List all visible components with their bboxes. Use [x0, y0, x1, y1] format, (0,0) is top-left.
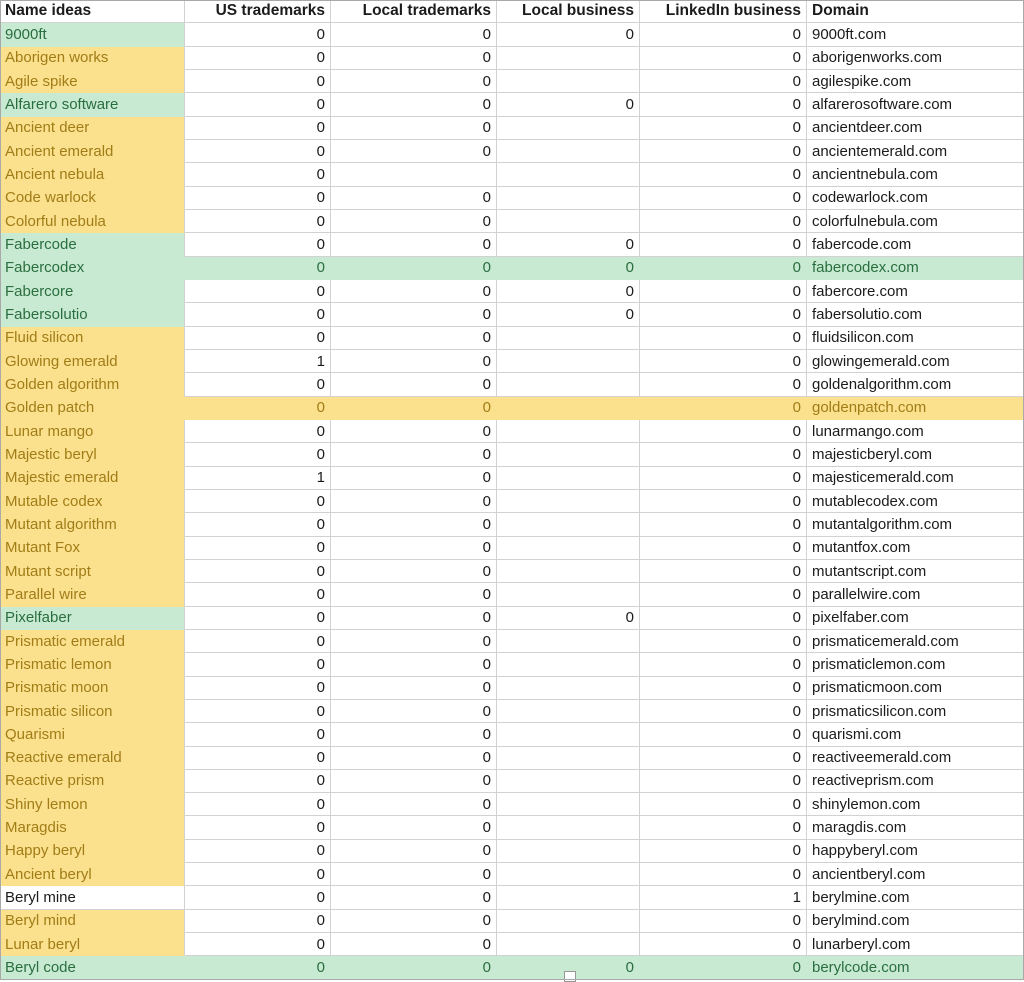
name-cell[interactable]: Pixelfaber: [0, 607, 185, 630]
table-row: [0, 443, 1024, 466]
local-trademarks-cell[interactable]: 0: [331, 233, 497, 256]
us-trademarks-cell[interactable]: 1: [185, 467, 331, 490]
local-trademarks-cell[interactable]: 0: [331, 816, 497, 839]
local-trademarks-cell[interactable]: 0: [331, 956, 497, 979]
linkedin-business-cell[interactable]: 0: [640, 560, 807, 583]
local-business-cell[interactable]: [497, 677, 640, 700]
local-trademarks-cell[interactable]: 0: [331, 653, 497, 676]
name-cell[interactable]: Ancient beryl: [0, 863, 185, 886]
table-row: [0, 420, 1024, 443]
local-business-cell[interactable]: [497, 816, 640, 839]
name-cell[interactable]: 9000ft: [0, 23, 185, 46]
local-business-cell[interactable]: [497, 583, 640, 606]
name-cell[interactable]: Fabercore: [0, 280, 185, 303]
us-trademarks-cell[interactable]: 0: [185, 210, 331, 233]
local-trademarks-cell[interactable]: 0: [331, 723, 497, 746]
domain-cell[interactable]: reactiveemerald.com: [807, 747, 1024, 770]
domain-cell[interactable]: berylcode.com: [807, 956, 1024, 979]
table-row: [0, 47, 1024, 70]
local-trademarks-cell[interactable]: 0: [331, 373, 497, 396]
domain-cell[interactable]: fabercore.com: [807, 280, 1024, 303]
local-business-cell[interactable]: 0: [497, 257, 640, 280]
domain-cell[interactable]: prismaticemerald.com: [807, 630, 1024, 653]
local-business-cell[interactable]: [497, 490, 640, 513]
us-trademarks-cell[interactable]: 0: [185, 443, 331, 466]
us-trademarks-cell[interactable]: 0: [185, 956, 331, 979]
local-business-cell[interactable]: 0: [497, 956, 640, 979]
us-trademarks-cell[interactable]: 0: [185, 303, 331, 326]
name-cell[interactable]: Fabercode: [0, 233, 185, 256]
domain-cell[interactable]: fluidsilicon.com: [807, 327, 1024, 350]
table-row: [0, 700, 1024, 723]
name-cell[interactable]: Fabercodex: [0, 257, 185, 280]
table-row: [0, 653, 1024, 676]
local-business-cell[interactable]: [497, 420, 640, 443]
local-business-cell[interactable]: 0: [497, 607, 640, 630]
linkedin-business-cell[interactable]: 0: [640, 840, 807, 863]
name-cell[interactable]: Alfarero software: [0, 93, 185, 116]
linkedin-business-cell[interactable]: 0: [640, 816, 807, 839]
local-business-cell[interactable]: [497, 630, 640, 653]
domain-cell[interactable]: prismaticsilicon.com: [807, 700, 1024, 723]
domain-cell[interactable]: ancientemerald.com: [807, 140, 1024, 163]
linkedin-business-cell[interactable]: 0: [640, 257, 807, 280]
local-trademarks-cell[interactable]: 0: [331, 350, 497, 373]
us-trademarks-cell[interactable]: 0: [185, 257, 331, 280]
linkedin-business-cell[interactable]: 0: [640, 630, 807, 653]
linkedin-business-cell[interactable]: 0: [640, 490, 807, 513]
name-cell[interactable]: Beryl mine: [0, 886, 185, 909]
domain-cell[interactable]: fabersolutio.com: [807, 303, 1024, 326]
local-trademarks-cell[interactable]: 0: [331, 47, 497, 70]
local-trademarks-cell[interactable]: 0: [331, 280, 497, 303]
local-business-cell[interactable]: 0: [497, 93, 640, 116]
table-row: [0, 233, 1024, 256]
us-trademarks-cell[interactable]: 0: [185, 233, 331, 256]
table-row: [0, 70, 1024, 93]
local-business-cell[interactable]: [497, 163, 640, 186]
linkedin-business-cell[interactable]: 0: [640, 93, 807, 116]
local-trademarks-cell[interactable]: 0: [331, 140, 497, 163]
column-header-local-business[interactable]: Local business: [497, 0, 640, 23]
local-business-cell[interactable]: [497, 350, 640, 373]
us-trademarks-cell[interactable]: 0: [185, 280, 331, 303]
table-row: [0, 303, 1024, 326]
local-business-cell[interactable]: 0: [497, 303, 640, 326]
table-row: [0, 747, 1024, 770]
local-trademarks-cell[interactable]: 0: [331, 560, 497, 583]
linkedin-business-cell[interactable]: 0: [640, 140, 807, 163]
column-header-local-trademarks[interactable]: Local trademarks: [331, 0, 497, 23]
name-cell[interactable]: Mutant Fox: [0, 537, 185, 560]
linkedin-business-cell[interactable]: 0: [640, 700, 807, 723]
linkedin-business-cell[interactable]: 0: [640, 537, 807, 560]
name-cell[interactable]: Agile spike: [0, 70, 185, 93]
linkedin-business-cell[interactable]: 0: [640, 327, 807, 350]
table-row: [0, 257, 1024, 280]
local-trademarks-cell[interactable]: 0: [331, 886, 497, 909]
selection-handle-artifact: [564, 971, 576, 982]
us-trademarks-cell[interactable]: 0: [185, 490, 331, 513]
domain-cell[interactable]: ancientberyl.com: [807, 863, 1024, 886]
domain-cell[interactable]: shinylemon.com: [807, 793, 1024, 816]
table-row: [0, 933, 1024, 956]
domain-cell[interactable]: alfarerosoftware.com: [807, 93, 1024, 116]
table-row: [0, 956, 1024, 979]
linkedin-business-cell[interactable]: 0: [640, 677, 807, 700]
table-row: [0, 187, 1024, 210]
linkedin-business-cell[interactable]: 0: [640, 280, 807, 303]
name-cell[interactable]: Reactive prism: [0, 770, 185, 793]
domain-cell[interactable]: pixelfaber.com: [807, 607, 1024, 630]
local-trademarks-cell[interactable]: 0: [331, 303, 497, 326]
domain-cell[interactable]: mutantalgorithm.com: [807, 513, 1024, 536]
name-cell[interactable]: Majestic beryl: [0, 443, 185, 466]
column-header-name-ideas[interactable]: Name ideas: [0, 0, 185, 23]
table-row: [0, 816, 1024, 839]
name-cell[interactable]: Shiny lemon: [0, 793, 185, 816]
domain-cell[interactable]: berylmind.com: [807, 910, 1024, 933]
domain-cell[interactable]: prismaticlemon.com: [807, 653, 1024, 676]
linkedin-business-cell[interactable]: 0: [640, 770, 807, 793]
us-trademarks-cell[interactable]: 0: [185, 117, 331, 140]
name-cell[interactable]: Mutant script: [0, 560, 185, 583]
table-row: [0, 677, 1024, 700]
table-row: [0, 373, 1024, 396]
local-business-cell[interactable]: [497, 747, 640, 770]
table-row: [0, 467, 1024, 490]
local-trademarks-cell[interactable]: [331, 163, 497, 186]
domain-cell[interactable]: majesticemerald.com: [807, 467, 1024, 490]
linkedin-business-cell[interactable]: 0: [640, 350, 807, 373]
linkedin-business-cell[interactable]: 0: [640, 583, 807, 606]
us-trademarks-cell[interactable]: 0: [185, 420, 331, 443]
local-trademarks-cell[interactable]: 0: [331, 513, 497, 536]
domain-cell[interactable]: happyberyl.com: [807, 840, 1024, 863]
us-trademarks-cell[interactable]: 0: [185, 187, 331, 210]
local-trademarks-cell[interactable]: 0: [331, 467, 497, 490]
name-cell[interactable]: Beryl code: [0, 956, 185, 979]
name-cell[interactable]: Beryl mind: [0, 910, 185, 933]
local-trademarks-cell[interactable]: 0: [331, 443, 497, 466]
local-trademarks-cell[interactable]: 0: [331, 933, 497, 956]
local-trademarks-cell[interactable]: 0: [331, 630, 497, 653]
local-trademarks-cell[interactable]: 0: [331, 420, 497, 443]
local-trademarks-cell[interactable]: 0: [331, 257, 497, 280]
domain-cell[interactable]: goldenpatch.com: [807, 397, 1024, 420]
local-trademarks-cell[interactable]: 0: [331, 537, 497, 560]
name-cell[interactable]: Lunar mango: [0, 420, 185, 443]
local-business-cell[interactable]: [497, 187, 640, 210]
linkedin-business-cell[interactable]: 0: [640, 793, 807, 816]
name-cell[interactable]: Aborigen works: [0, 47, 185, 70]
domain-cell[interactable]: prismaticmoon.com: [807, 677, 1024, 700]
linkedin-business-cell[interactable]: 0: [640, 373, 807, 396]
table-row: [0, 723, 1024, 746]
local-trademarks-cell[interactable]: 0: [331, 23, 497, 46]
local-business-cell[interactable]: [497, 886, 640, 909]
name-cell[interactable]: Prismatic moon: [0, 677, 185, 700]
linkedin-business-cell[interactable]: 0: [640, 863, 807, 886]
local-business-cell[interactable]: [497, 863, 640, 886]
domain-cell[interactable]: mutantfox.com: [807, 537, 1024, 560]
us-trademarks-cell[interactable]: 0: [185, 816, 331, 839]
local-business-cell[interactable]: [497, 723, 640, 746]
local-business-cell[interactable]: [497, 537, 640, 560]
header-row: [0, 0, 1024, 23]
linkedin-business-cell[interactable]: 0: [640, 467, 807, 490]
domain-cell[interactable]: ancientdeer.com: [807, 117, 1024, 140]
us-trademarks-cell[interactable]: 0: [185, 886, 331, 909]
name-cell[interactable]: Colorful nebula: [0, 210, 185, 233]
us-trademarks-cell[interactable]: 0: [185, 560, 331, 583]
local-business-cell[interactable]: [497, 933, 640, 956]
domain-cell[interactable]: 9000ft.com: [807, 23, 1024, 46]
local-business-cell[interactable]: [497, 373, 640, 396]
table-row: [0, 93, 1024, 116]
domain-cell[interactable]: goldenalgorithm.com: [807, 373, 1024, 396]
us-trademarks-cell[interactable]: 0: [185, 933, 331, 956]
local-business-cell[interactable]: 0: [497, 280, 640, 303]
us-trademarks-cell[interactable]: 0: [185, 163, 331, 186]
us-trademarks-cell[interactable]: 0: [185, 140, 331, 163]
local-business-cell[interactable]: [497, 117, 640, 140]
us-trademarks-cell[interactable]: 0: [185, 397, 331, 420]
name-cell[interactable]: Happy beryl: [0, 840, 185, 863]
domain-cell[interactable]: colorfulnebula.com: [807, 210, 1024, 233]
local-business-cell[interactable]: [497, 140, 640, 163]
us-trademarks-cell[interactable]: 0: [185, 70, 331, 93]
local-business-cell[interactable]: [497, 700, 640, 723]
domain-cell[interactable]: glowingemerald.com: [807, 350, 1024, 373]
name-cell[interactable]: Golden algorithm: [0, 373, 185, 396]
name-cell[interactable]: Prismatic emerald: [0, 630, 185, 653]
us-trademarks-cell[interactable]: 0: [185, 863, 331, 886]
name-cell[interactable]: Lunar beryl: [0, 933, 185, 956]
table-row: [0, 630, 1024, 653]
domain-cell[interactable]: lunarberyl.com: [807, 933, 1024, 956]
local-trademarks-cell[interactable]: 0: [331, 70, 497, 93]
domain-cell[interactable]: agilespike.com: [807, 70, 1024, 93]
local-trademarks-cell[interactable]: 0: [331, 747, 497, 770]
name-cell[interactable]: Mutant algorithm: [0, 513, 185, 536]
name-cell[interactable]: Prismatic lemon: [0, 653, 185, 676]
linkedin-business-cell[interactable]: 0: [640, 747, 807, 770]
domain-cell[interactable]: reactiveprism.com: [807, 770, 1024, 793]
name-cell[interactable]: Mutable codex: [0, 490, 185, 513]
local-business-cell[interactable]: [497, 770, 640, 793]
local-business-cell[interactable]: 0: [497, 23, 640, 46]
us-trademarks-cell[interactable]: 0: [185, 537, 331, 560]
linkedin-business-cell[interactable]: 0: [640, 956, 807, 979]
table-row: [0, 140, 1024, 163]
us-trademarks-cell[interactable]: 0: [185, 47, 331, 70]
linkedin-business-cell[interactable]: 0: [640, 70, 807, 93]
table-row: [0, 280, 1024, 303]
table-row: [0, 513, 1024, 536]
domain-cell[interactable]: codewarlock.com: [807, 187, 1024, 210]
column-header-us-trademarks[interactable]: US trademarks: [185, 0, 331, 23]
us-trademarks-cell[interactable]: 0: [185, 840, 331, 863]
us-trademarks-cell[interactable]: 0: [185, 677, 331, 700]
local-trademarks-cell[interactable]: 0: [331, 840, 497, 863]
domain-cell[interactable]: majesticberyl.com: [807, 443, 1024, 466]
domain-cell[interactable]: parallelwire.com: [807, 583, 1024, 606]
us-trademarks-cell[interactable]: 0: [185, 93, 331, 116]
name-cell[interactable]: Fabersolutio: [0, 303, 185, 326]
linkedin-business-cell[interactable]: 0: [640, 187, 807, 210]
linkedin-business-cell[interactable]: 0: [640, 397, 807, 420]
local-trademarks-cell[interactable]: 0: [331, 490, 497, 513]
linkedin-business-cell[interactable]: 0: [640, 723, 807, 746]
name-cell[interactable]: Majestic emerald: [0, 467, 185, 490]
domain-cell[interactable]: quarismi.com: [807, 723, 1024, 746]
domain-cell[interactable]: aborigenworks.com: [807, 47, 1024, 70]
name-cell[interactable]: Fluid silicon: [0, 327, 185, 350]
us-trademarks-cell[interactable]: 1: [185, 350, 331, 373]
local-trademarks-cell[interactable]: 0: [331, 583, 497, 606]
us-trademarks-cell[interactable]: 0: [185, 793, 331, 816]
table-row: [0, 163, 1024, 186]
linkedin-business-cell[interactable]: 0: [640, 210, 807, 233]
local-trademarks-cell[interactable]: 0: [331, 93, 497, 116]
name-cell[interactable]: Ancient emerald: [0, 140, 185, 163]
us-trademarks-cell[interactable]: 0: [185, 770, 331, 793]
us-trademarks-cell[interactable]: 0: [185, 910, 331, 933]
local-business-cell[interactable]: [497, 443, 640, 466]
name-cell[interactable]: Code warlock: [0, 187, 185, 210]
local-business-cell[interactable]: [497, 70, 640, 93]
table-row: [0, 793, 1024, 816]
local-business-cell[interactable]: [497, 910, 640, 933]
us-trademarks-cell[interactable]: 0: [185, 747, 331, 770]
name-cell[interactable]: Maragdis: [0, 816, 185, 839]
table-row: [0, 117, 1024, 140]
linkedin-business-cell[interactable]: 0: [640, 443, 807, 466]
local-business-cell[interactable]: [497, 467, 640, 490]
column-header-domain[interactable]: Domain: [807, 0, 1024, 23]
local-trademarks-cell[interactable]: 0: [331, 187, 497, 210]
table-row: [0, 560, 1024, 583]
table-row: [0, 350, 1024, 373]
us-trademarks-cell[interactable]: 0: [185, 607, 331, 630]
local-trademarks-cell[interactable]: 0: [331, 117, 497, 140]
linkedin-business-cell[interactable]: 0: [640, 420, 807, 443]
name-cell[interactable]: Reactive emerald: [0, 747, 185, 770]
domain-cell[interactable]: mutantscript.com: [807, 560, 1024, 583]
linkedin-business-cell[interactable]: 0: [640, 513, 807, 536]
local-trademarks-cell[interactable]: 0: [331, 770, 497, 793]
table-row: [0, 23, 1024, 46]
linkedin-business-cell[interactable]: 0: [640, 117, 807, 140]
table-row: [0, 607, 1024, 630]
name-cell[interactable]: Golden patch: [0, 397, 185, 420]
us-trademarks-cell[interactable]: 0: [185, 630, 331, 653]
name-cell[interactable]: Prismatic silicon: [0, 700, 185, 723]
local-business-cell[interactable]: [497, 840, 640, 863]
domain-cell[interactable]: ancientnebula.com: [807, 163, 1024, 186]
name-cell[interactable]: Parallel wire: [0, 583, 185, 606]
local-business-cell[interactable]: 0: [497, 233, 640, 256]
local-trademarks-cell[interactable]: 0: [331, 700, 497, 723]
us-trademarks-cell[interactable]: 0: [185, 653, 331, 676]
local-trademarks-cell[interactable]: 0: [331, 677, 497, 700]
us-trademarks-cell[interactable]: 0: [185, 23, 331, 46]
local-business-cell[interactable]: [497, 653, 640, 676]
linkedin-business-cell[interactable]: 0: [640, 933, 807, 956]
local-business-cell[interactable]: [497, 793, 640, 816]
table-row: [0, 490, 1024, 513]
domain-cell[interactable]: mutablecodex.com: [807, 490, 1024, 513]
table-row: [0, 863, 1024, 886]
us-trademarks-cell[interactable]: 0: [185, 583, 331, 606]
us-trademarks-cell[interactable]: 0: [185, 327, 331, 350]
name-cell[interactable]: Ancient deer: [0, 117, 185, 140]
local-business-cell[interactable]: [497, 560, 640, 583]
name-cell[interactable]: Glowing emerald: [0, 350, 185, 373]
local-business-cell[interactable]: [497, 327, 640, 350]
linkedin-business-cell[interactable]: 0: [640, 653, 807, 676]
name-cell[interactable]: Ancient nebula: [0, 163, 185, 186]
us-trademarks-cell[interactable]: 0: [185, 513, 331, 536]
local-trademarks-cell[interactable]: 0: [331, 607, 497, 630]
table-row: [0, 210, 1024, 233]
table-row: [0, 397, 1024, 420]
local-business-cell[interactable]: [497, 397, 640, 420]
local-trademarks-cell[interactable]: 0: [331, 397, 497, 420]
local-trademarks-cell[interactable]: 0: [331, 210, 497, 233]
table-row: [0, 327, 1024, 350]
linkedin-business-cell[interactable]: 0: [640, 303, 807, 326]
table-row: [0, 886, 1024, 909]
domain-cell[interactable]: fabercodex.com: [807, 257, 1024, 280]
linkedin-business-cell[interactable]: 1: [640, 886, 807, 909]
us-trademarks-cell[interactable]: 0: [185, 373, 331, 396]
table-row: [0, 910, 1024, 933]
local-business-cell[interactable]: [497, 513, 640, 536]
us-trademarks-cell[interactable]: 0: [185, 723, 331, 746]
linkedin-business-cell[interactable]: 0: [640, 23, 807, 46]
linkedin-business-cell[interactable]: 0: [640, 910, 807, 933]
column-header-linkedin-business[interactable]: LinkedIn business: [640, 0, 807, 23]
table-row: [0, 770, 1024, 793]
us-trademarks-cell[interactable]: 0: [185, 700, 331, 723]
linkedin-business-cell[interactable]: 0: [640, 607, 807, 630]
local-trademarks-cell[interactable]: 0: [331, 863, 497, 886]
domain-cell[interactable]: fabercode.com: [807, 233, 1024, 256]
linkedin-business-cell[interactable]: 0: [640, 47, 807, 70]
local-trademarks-cell[interactable]: 0: [331, 910, 497, 933]
local-trademarks-cell[interactable]: 0: [331, 793, 497, 816]
name-cell[interactable]: Quarismi: [0, 723, 185, 746]
local-business-cell[interactable]: [497, 47, 640, 70]
domain-cell[interactable]: maragdis.com: [807, 816, 1024, 839]
local-business-cell[interactable]: [497, 210, 640, 233]
table-row: [0, 583, 1024, 606]
linkedin-business-cell[interactable]: 0: [640, 163, 807, 186]
table-row: [0, 840, 1024, 863]
local-trademarks-cell[interactable]: 0: [331, 327, 497, 350]
domain-cell[interactable]: lunarmango.com: [807, 420, 1024, 443]
linkedin-business-cell[interactable]: 0: [640, 233, 807, 256]
domain-cell[interactable]: berylmine.com: [807, 886, 1024, 909]
table-row: [0, 537, 1024, 560]
